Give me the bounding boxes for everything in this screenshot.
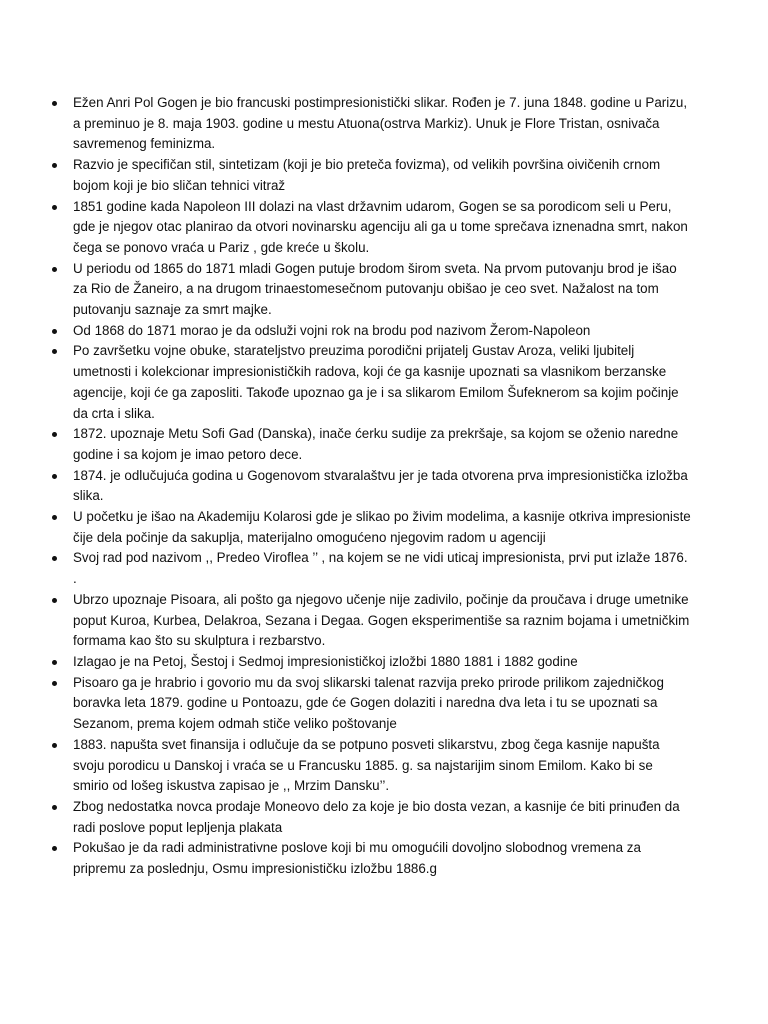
- bullet-icon: [52, 329, 57, 334]
- list-item: [52, 735, 692, 797]
- list-item: [52, 507, 692, 548]
- list-item: [52, 838, 692, 879]
- list-item-text: Svoj rad pod nazivom ,, Predeo Viroflea ’’ , na kojem se ne vidi uticaj impresionista, prvi put izlaže 1876. .: [73, 550, 688, 587]
- bullet-icon: [52, 598, 57, 603]
- bullet-icon: [52, 267, 57, 272]
- bullet-icon: [52, 205, 57, 210]
- bullet-list: [52, 93, 692, 880]
- list-item-text: Ubrzo upoznaje Pisoara, ali pošto ga njegovo učenje nije zadivilo, počinje da proučava i druge umetnike poput Kuroa, Kurbea, Delakroa, Sezana i Degaa. Gogen eksperimentiše sa raznim bojama i umetničkim formama kao što su skulptura i rezbarstvo.: [73, 591, 690, 649]
- bullet-icon: [52, 515, 57, 520]
- bullet-icon: [52, 743, 57, 748]
- list-item-text: Pisoaro ga je hrabrio i govorio mu da svoj slikarski talenat razvija preko prirode prilikom zajedničkog boravka leta 1879. godine u Pontoazu, gde će Gogen dolaziti i naredna dva leta i tu se upoznati sa Sezanom, prema kojem odmah stiče veliko poštovanje: [73, 674, 664, 732]
- list-item-text: U periodu od 1865 do 1871 mladi Gogen putuje brodom širom sveta. Na prvom putovanju brod je išao za Rio de Žaneiro, a na drugom trinaestomesečnom putovanju obišao je ceo svet. Nažalost na tom putovanju saznaje za smrt majke.: [73, 260, 677, 318]
- list-item: [52, 197, 692, 259]
- bullet-icon: [52, 432, 57, 437]
- bullet-icon: [52, 349, 57, 354]
- list-item: [52, 424, 692, 465]
- list-item-text: 1851 godine kada Napoleon III dolazi na vlast državnim udarom, Gogen se sa porodicom seli u Peru, gde je njegov otac planirao da otvori novinarsku agenciju ali ga u tome sprečava iznenadna smrt, nakon čega se ponovo vraća u Pariz , gde kreće u školu.: [73, 198, 688, 255]
- bullet-icon: [52, 805, 57, 810]
- list-item-text: Razvio je specifičan stil, sintetizam (koji je bio preteča fovizma), od velikih površina oivičenih crnom bojom koji je bio sličan tehnici vitraž: [73, 157, 661, 193]
- list-item-text: Od 1868 do 1871 morao je da odsluži vojni rok na brodu pod nazivom Žerom-Napoleon: [73, 322, 591, 338]
- bullet-icon: [52, 101, 57, 106]
- list-item: [52, 673, 692, 735]
- list-item: [52, 652, 692, 673]
- list-item: [52, 341, 692, 424]
- list-item-text: Pokušao je da radi administrativne poslove koji bi mu omogućili dovoljno slobodnog vremena za pripremu za poslednju, Osmu impresionističku izložbu 1886.g: [73, 840, 641, 877]
- bullet-icon: [52, 163, 57, 168]
- list-item-text: Po završetku vojne obuke, starateljstvo preuzima porodični prijatelj Gustav Aroza, veliki ljubitelj umetnosti i kolekcionar impresionističkih radova, koji će ga kasnije upoznati sa vlasnikom berzanske agencije, koji će ga zaposliti. Takođe upoznao ga je i sa slikarom Emilom Šufeknerom sa kojim počinje da crta i slika.: [73, 343, 679, 421]
- bullet-icon: [52, 660, 57, 665]
- list-item: [52, 466, 692, 507]
- list-item-text: 1883. napušta svet finansija i odlučuje da se potpuno posveti slikarstvu, zbog čega kasnije napušta svoju porodicu u Danskoj i vraća se u Francusku 1885. g. sa najstarijim sinom Emilom. Kako bi se smirio od lošeg iskustva zapisao je ,, Mrzim Dansku’’.: [73, 736, 660, 794]
- bullet-icon: [52, 556, 57, 561]
- list-item: [52, 590, 692, 652]
- bullet-icon: [52, 681, 57, 686]
- list-item: [52, 155, 692, 196]
- list-item-text: Zbog nedostatka novca prodaje Moneovo delo za koje je bio dosta vezan, a kasnije će biti prinuđen da radi poslove poput lepljenja plakata: [73, 798, 680, 835]
- list-item-text: 1872. upoznaje Metu Sofi Gad (Danska), inače ćerku sudije za prekršaje, sa kojom se oženio naredne godine i sa kojom je imao petoro dece.: [73, 426, 679, 462]
- bullet-icon: [52, 474, 57, 479]
- list-item-text: 1874. je odlučujuća godina u Gogenovom stvaralaštvu jer je tada otvorena prva impresionistička izložba slika.: [73, 467, 688, 504]
- list-item: [52, 548, 692, 589]
- list-item: [52, 321, 692, 342]
- list-item-text: Izlagao je na Petoj, Šestoj i Sedmoj impresionističkoj izložbi 1880 1881 i 1882 godine: [73, 653, 578, 669]
- list-item-text: Ežen Anri Pol Gogen je bio francuski postimpresionistički slikar. Rođen je 7. juna 1848. godine u Parizu, a preminuo je 8. maja 1903. godine u mestu Atuona(ostrva Markiz). Unuk je Flore Tristan, osnivača savremenog feminizma.: [73, 95, 688, 152]
- list-item: [52, 93, 692, 155]
- list-item: [52, 797, 692, 838]
- list-item-text: U početku je išao na Akademiju Kolarosi gde je slikao po živim modelima, a kasnije otkriva impresioniste čije dela počinje da sakuplja, materijalno omogućeno njegovim radom u agenciji: [73, 509, 691, 545]
- bullet-icon: [52, 846, 57, 851]
- list-item: [52, 259, 692, 321]
